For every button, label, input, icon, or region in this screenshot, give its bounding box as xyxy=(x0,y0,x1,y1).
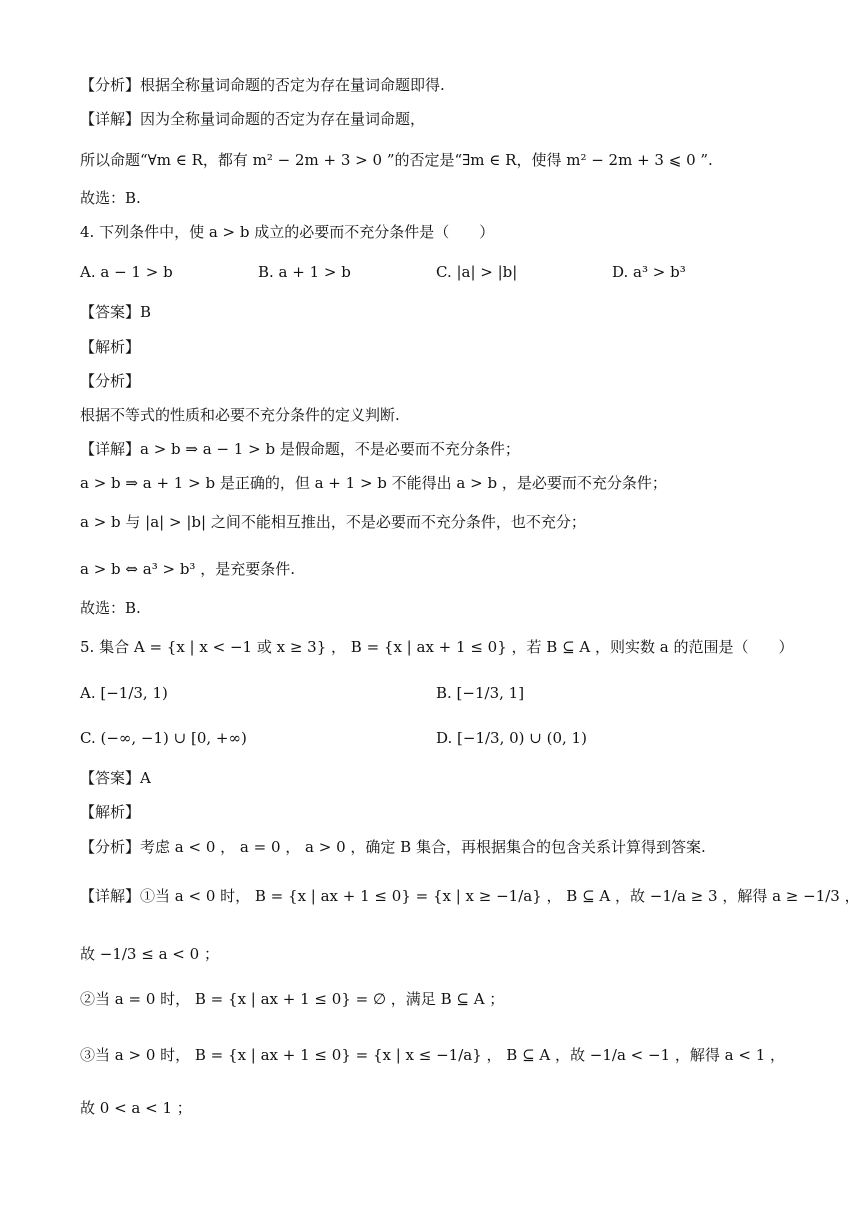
q5-detail-case-1: 【详解】①当 a < 0 时， B = {x | ax + 1 ≤ 0} = {x | x ≥ −1/a} ， B ⊆ A ，故 −1/a ≥ 3 ，解得 a ≥ −1/3 ， xyxy=(80,887,860,905)
q4-detail-2: a > b ⇒ a + 1 > b 是正确的，但 a + 1 > b 不能得出 a > b ，是必要而不充分条件； xyxy=(80,474,667,492)
question-4-stem: 4. 下列条件中，使 a > b 成立的必要而不充分条件是（ ） xyxy=(80,223,495,241)
q3-detail-line: 所以命题“∀m ∈ R，都有 m² − 2m + 3 > 0 ”的否定是“∃m ∈ R，使得 m² − 2m + 3 ⩽ 0 ”. xyxy=(80,151,713,169)
q4-option-a: A. a − 1 > b xyxy=(80,263,173,281)
q3-analysis: 【分析】根据全称量词命题的否定为存在量词命题即得. xyxy=(80,76,445,94)
q4-answer: 【答案】B xyxy=(80,303,152,321)
q4-choice: 故选：B. xyxy=(80,599,141,617)
q5-option-b: B. [−1/3, 1] xyxy=(436,684,525,702)
q4-detail-3: a > b 与 |a| > |b| 之间不能相互推出，不是必要而不充分条件，也不充分； xyxy=(80,513,586,531)
q5-option-c: C. (−∞, −1) ∪ [0, +∞) xyxy=(80,729,247,747)
q5-detail-case-3: ③当 a > 0 时， B = {x | ax + 1 ≤ 0} = {x | x ≤ −1/a} ， B ⊆ A ，故 −1/a < −1 ，解得 a < 1 ， xyxy=(80,1046,786,1064)
question-5-stem: 5. 集合 A = {x | x < −1 或 x ≥ 3} ， B = {x | ax + 1 ≤ 0} ，若 B ⊆ A ，则实数 a 的范围是（ ） xyxy=(80,638,794,656)
q4-analysis-label: 【分析】 xyxy=(80,372,141,390)
q3-detail: 【详解】因为全称量词命题的否定为存在量词命题， xyxy=(80,110,426,128)
q4-option-d: D. a³ > b³ xyxy=(612,263,686,281)
q5-detail-case-1-result: 故 −1/3 ≤ a < 0 ； xyxy=(80,945,219,963)
q4-analysis-text: 根据不等式的性质和必要不充分条件的定义判断. xyxy=(80,406,400,424)
q5-analysis: 【分析】考虑 a < 0 ， a = 0 ， a > 0 ，确定 B 集合，再根据集合的包含关系计算得到答案. xyxy=(80,838,706,856)
q4-option-b: B. a + 1 > b xyxy=(258,263,351,281)
q5-answer: 【答案】A xyxy=(80,769,151,787)
q3-choice: 故选：B. xyxy=(80,189,141,207)
q4-detail-4: a > b ⇔ a³ > b³ ，是充要条件. xyxy=(80,560,295,578)
q5-option-a: A. [−1/3, 1) xyxy=(80,684,168,702)
q4-solution-label: 【解析】 xyxy=(80,338,141,356)
q5-solution-label: 【解析】 xyxy=(80,803,141,821)
q5-detail-case-2: ②当 a = 0 时， B = {x | ax + 1 ≤ 0} = ∅ ，满足 B ⊆ A ； xyxy=(80,990,505,1008)
q5-detail-case-3-result: 故 0 < a < 1 ； xyxy=(80,1099,192,1117)
q5-option-d: D. [−1/3, 0) ∪ (0, 1) xyxy=(436,729,587,747)
q4-detail-1: 【详解】a > b ⇒ a − 1 > b 是假命题，不是必要而不充分条件； xyxy=(80,440,520,458)
q4-option-c: C. |a| > |b| xyxy=(436,263,518,281)
